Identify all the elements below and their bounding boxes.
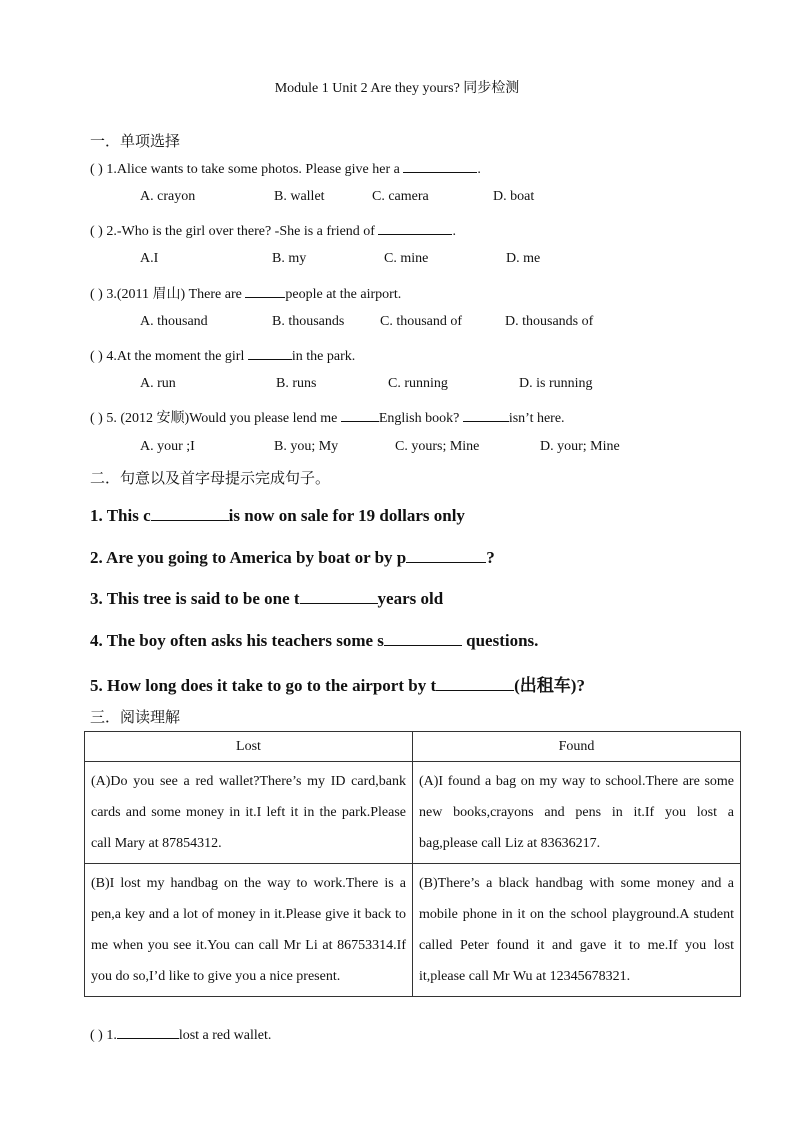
page-title: Module 1 Unit 2 Are they yours? 同步检测 xyxy=(274,81,520,96)
reading-q1-blank[interactable] xyxy=(117,1024,179,1039)
q5-option-a[interactable]: A. your ;I xyxy=(140,439,195,454)
q3-option-b[interactable]: B. thousands xyxy=(272,314,345,329)
table-cell-lost-b: (B)I lost my handbag on the way to work.There is a pen,a key and a lot of money in it.Please give it back to me when you see it.You can call Mr Li at 86753314.If you do so,I’d like to give you a nice present. xyxy=(85,864,413,997)
q1-paren: ( ) xyxy=(90,162,103,177)
table-header-found: Found xyxy=(413,732,741,762)
q3-option-d[interactable]: D. thousands of xyxy=(505,314,594,329)
reading-q1-num: 1. xyxy=(106,1028,117,1043)
fill-item-5-end: (出租车)? xyxy=(514,676,585,695)
q3-option-a[interactable]: A. thousand xyxy=(140,314,208,329)
section2-heading: 二．句意以及首字母提示完成句子。 xyxy=(90,471,331,487)
fill-item-5 xyxy=(90,671,585,696)
fill-item-4 xyxy=(90,629,538,651)
table-header-lost: Lost xyxy=(85,732,413,762)
table-cell-lost-a: (A)Do you see a red wallet?There’s my ID card,bank cards and some money in it.I left it in the park.Please call Mary at 87854312. xyxy=(85,762,413,864)
q5-text: 5. (2012 安顺)Would you please lend me xyxy=(106,411,341,426)
reading-q1-text: lost a red wallet. xyxy=(178,1028,272,1043)
q2-option-b[interactable]: B. my xyxy=(272,251,307,266)
q2-option-c[interactable]: C. mine xyxy=(384,251,429,266)
q3-paren: ( ) xyxy=(90,287,103,302)
reading-q1-paren: ( ) xyxy=(90,1028,103,1043)
table-header-row xyxy=(85,732,741,762)
q5 xyxy=(90,407,565,427)
q5-option-c[interactable]: C. yours; Mine xyxy=(395,439,480,454)
q3-blank[interactable] xyxy=(245,283,285,298)
fill-item-3-text: 3. This tree is said to be one t xyxy=(90,589,300,608)
q4-option-d[interactable]: D. is running xyxy=(519,376,593,391)
q4-text: 4.At the moment the girl xyxy=(106,349,248,364)
q1-option-b[interactable]: B. wallet xyxy=(274,189,325,204)
table-row xyxy=(85,762,741,864)
table-row xyxy=(85,864,741,997)
q5-option-b[interactable]: B. you; My xyxy=(274,439,339,454)
q3-option-c[interactable]: C. thousand of xyxy=(380,314,463,329)
q1-option-d[interactable]: D. boat xyxy=(493,189,535,204)
q4-option-a[interactable]: A. run xyxy=(140,376,176,391)
reading-q1 xyxy=(90,1024,271,1044)
fill-item-4-end: questions. xyxy=(461,631,539,650)
q2-end: . xyxy=(452,224,456,239)
fill-item-1-end: is now on sale for 19 dollars only xyxy=(228,506,465,525)
q5-blank-1[interactable] xyxy=(341,407,379,422)
q2-paren: ( ) xyxy=(90,224,103,239)
fill-item-3-blank[interactable] xyxy=(300,587,378,604)
fill-item-2-end: ? xyxy=(486,548,495,567)
q1-blank[interactable] xyxy=(403,158,477,173)
q5-end: isn’t here. xyxy=(508,411,565,426)
section3-heading: 三．阅读理解 xyxy=(90,710,181,726)
lost-found-table xyxy=(84,731,741,997)
q5-option-d[interactable]: D. your; Mine xyxy=(540,439,620,454)
q2 xyxy=(90,220,456,240)
q4 xyxy=(90,345,355,365)
fill-item-3-end: years old xyxy=(377,589,444,608)
q1-option-a[interactable]: A. crayon xyxy=(140,189,196,204)
table-cell-found-b: (B)There’s a black handbag with some money and a mobile phone in it on the school playground.A student called Peter found it and gave it to me.If you lost it,please call Mr Wu at 12345678321. xyxy=(413,864,741,997)
fill-item-1-text: 1. This c xyxy=(90,506,151,525)
fill-item-4-blank[interactable] xyxy=(384,629,462,646)
q4-option-b[interactable]: B. runs xyxy=(276,376,317,391)
q2-option-d[interactable]: D. me xyxy=(506,251,541,266)
fill-item-2-text: 2. Are you going to America by boat or by p xyxy=(90,548,407,567)
fill-item-3 xyxy=(90,587,443,609)
fill-item-5-blank[interactable] xyxy=(436,674,514,691)
fill-item-4-text: 4. The boy often asks his teachers some s xyxy=(90,631,384,650)
q5-mid: English book? xyxy=(378,411,463,426)
fill-item-1-blank[interactable] xyxy=(151,504,229,521)
q2-text: 2.-Who is the girl over there? -She is a friend of xyxy=(106,224,379,239)
q1-option-c[interactable]: C. camera xyxy=(372,189,429,204)
fill-item-2-blank[interactable] xyxy=(406,546,486,563)
section1-heading: 一．单项选择 xyxy=(90,134,181,150)
q4-blank[interactable] xyxy=(248,345,292,360)
q1-end: . xyxy=(477,162,481,177)
fill-item-1 xyxy=(90,504,465,526)
table-cell-found-a: (A)I found a bag on my way to school.There are some new books,crayons and pens in it.If you lost a bag,please call Liz at 83636217. xyxy=(413,762,741,864)
q5-blank-2[interactable] xyxy=(463,407,509,422)
q3-end: people at the airport. xyxy=(285,287,402,302)
q4-end: in the park. xyxy=(291,349,356,364)
q3 xyxy=(90,283,401,303)
q2-option-a[interactable]: A.I xyxy=(140,251,159,266)
q5-paren: ( ) xyxy=(90,411,103,426)
q1-text: 1.Alice wants to take some photos. Please give her a xyxy=(106,162,404,177)
q3-text: 3.(2011 眉山) There are xyxy=(106,287,246,302)
fill-item-2 xyxy=(90,546,495,568)
q4-option-c[interactable]: C. running xyxy=(388,376,448,391)
q4-paren: ( ) xyxy=(90,349,103,364)
q1 xyxy=(90,158,481,178)
q2-blank[interactable] xyxy=(378,220,452,235)
fill-item-5-text: 5. How long does it take to go to the airport by t xyxy=(90,676,437,695)
